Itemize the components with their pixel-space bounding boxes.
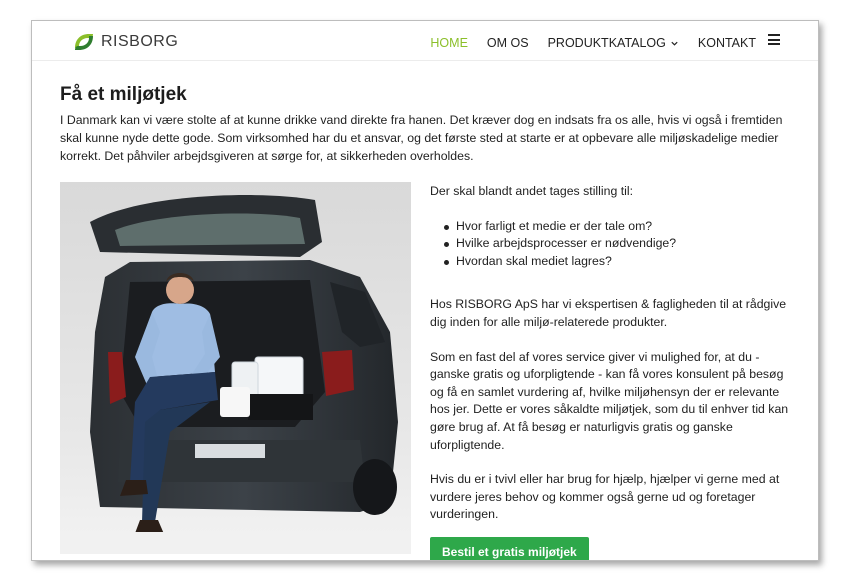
site-header bbox=[32, 21, 818, 61]
nav-kontakt[interactable]: KONTAKT bbox=[697, 36, 756, 50]
chevron-down-icon bbox=[670, 39, 679, 48]
nav-home[interactable]: HOME bbox=[430, 36, 468, 50]
main-nav bbox=[430, 34, 756, 52]
help-paragraph: Hvis du er i tvivl eller har brug for hjælp, hjælper vi gerne med at vurdere jeres behov og kommer også gerne ud og foretager vurderingen. bbox=[430, 472, 780, 522]
intro-text: I Danmark kan vi være stolte af at kunne drikke vand direkte fra hanen. Det kræver dog en indsats fra os alle, hvis vi også i fremtiden skal kunne nyde dette gode. Som virksomhed har du et ansvar, og det første sted at starte er at opbevare alle miljøskadelige medier korrekt. Det påhviler arbejdsgiveren at sørge for, at sikkerheden overholdes. bbox=[60, 113, 783, 163]
list-item: Hvilke arbejdsprocesser er nødvendige? bbox=[444, 235, 792, 253]
main-content bbox=[60, 83, 790, 165]
list-item: Hvor farligt et medie er der tale om? bbox=[444, 218, 792, 236]
order-check-button[interactable]: Bestil et gratis miljøtjek bbox=[430, 537, 589, 561]
page-title: Få et miljøtjek bbox=[60, 84, 187, 105]
brand-name: RISBORG bbox=[101, 33, 179, 50]
details-column bbox=[430, 183, 792, 561]
nav-om-os[interactable]: OM OS bbox=[486, 36, 529, 50]
page-frame bbox=[31, 20, 819, 561]
risborg-leaf-icon bbox=[72, 31, 96, 53]
question-list bbox=[444, 218, 792, 271]
brand-logo[interactable] bbox=[72, 31, 178, 53]
expertise-paragraph: Hos RISBORG ApS har vi ekspertisen & fagligheden til at rådgive dig inden for alle miljø-relaterede produkter. bbox=[430, 297, 787, 329]
nav-produktkatalog[interactable] bbox=[548, 34, 679, 52]
hamburger-icon[interactable] bbox=[768, 34, 780, 45]
service-paragraph: Som en fast del af vores service giver vi mulighed for, at du - ganske gratis og uforpligtende - kan få vores konsulent på besøg og få en samlet vurdering af, hvilke miljøhensyn der er relevante hos jer. Dette er vores såkaldte miljøtjek, som du til enhver tid kan gøre brug af. At få besøg er naturligvis gratis og ganske uforpligtende. bbox=[430, 349, 789, 452]
nav-produktkatalog-label: PRODUKTKATALOG bbox=[547, 36, 666, 50]
car-photo-illustration bbox=[60, 182, 411, 554]
list-item: Hvordan skal mediet lagres? bbox=[444, 253, 792, 271]
lead-text: Der skal blandt andet tages stilling til: bbox=[430, 184, 634, 198]
hero-photo bbox=[60, 182, 411, 554]
